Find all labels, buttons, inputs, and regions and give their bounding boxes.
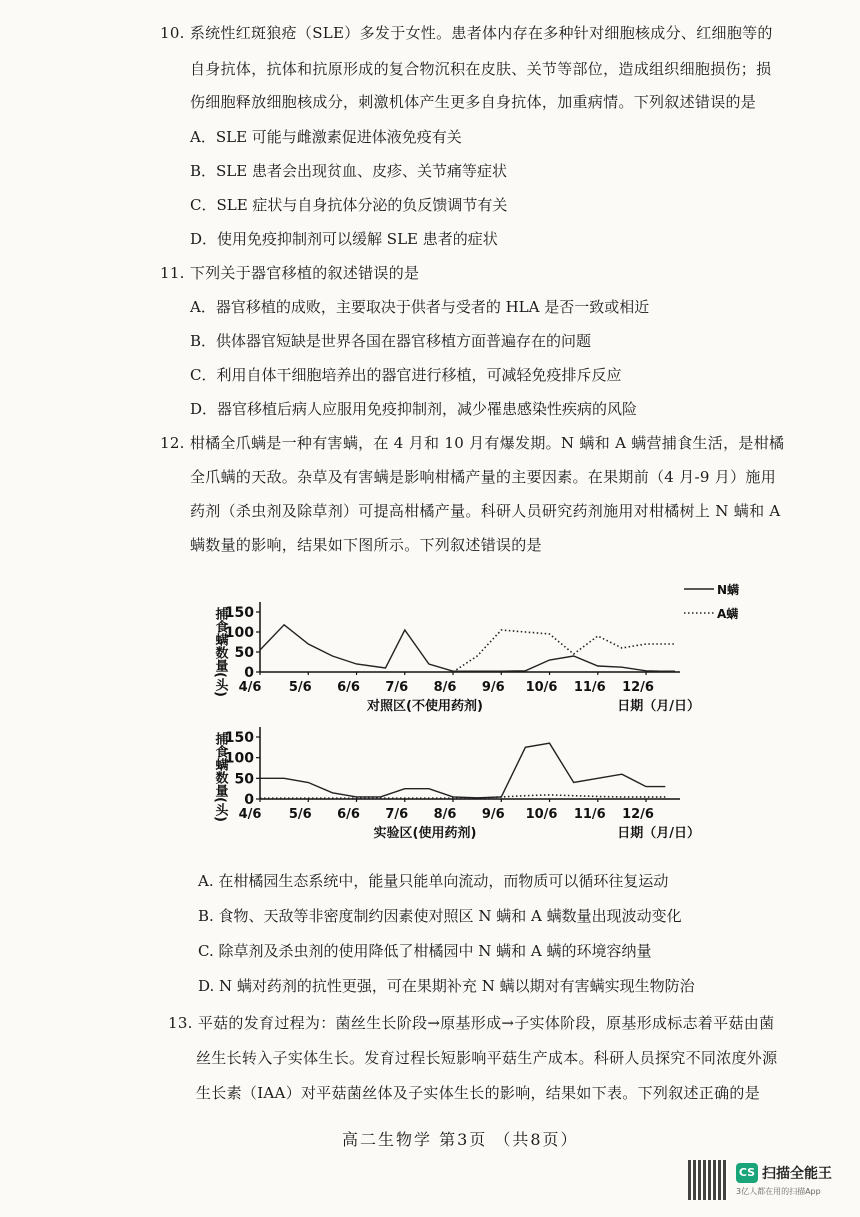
q11-option-c: C．利用自体干细胞培养出的器官进行移植，可减轻免疫排斥反应 (190, 366, 622, 384)
x-tick-label: 7/6 (385, 680, 409, 695)
chart-subtitle: 对照区(不使用药剂) (367, 699, 483, 714)
x-tick-label: 11/6 (573, 680, 606, 695)
x-axis-label: 日期（月/日） (617, 826, 700, 841)
y-tick-label: 50 (234, 771, 254, 788)
x-tick-label: 10/6 (525, 807, 558, 822)
legend-label: N螨 (717, 583, 740, 597)
x-tick-label: 9/6 (481, 807, 505, 822)
q11-option-b: B．供体器官短缺是世界各国在器官移植方面普遍存在的问题 (190, 332, 592, 350)
y-tick-label: 100 (224, 750, 254, 767)
y-tick-label: 100 (224, 625, 254, 641)
scanner-watermark (688, 1160, 838, 1200)
y-axis-label: 捕食螨数量(头) (212, 607, 228, 697)
series-line-a-mite (453, 630, 675, 672)
q11-stem: 11. 下列关于器官移植的叙述错误的是 (160, 264, 420, 282)
q12-line-4: 螨数量的影响，结果如下图所示。下列叙述错误的是 (190, 536, 542, 554)
q12-line-2: 全爪螨的天敌。杂草及有害螨是影响柑橘产量的主要因素。在果期前（4 月-9 月）施用 (190, 468, 776, 486)
y-axis-label: 捕食螨数量(头) (212, 732, 228, 822)
x-tick-label: 6/6 (337, 680, 360, 695)
q11-option-a: A．器官移植的成败，主要取决于供者与受者的 HLA 是否一致或相近 (190, 298, 650, 316)
y-tick-label: 0 (244, 792, 254, 808)
watermark-app-name: 扫描全能王 (762, 1166, 832, 1182)
q10-line-1: 10. 系统性红斑狼疮（SLE）多发于女性。患者体内存在多种针对细胞核成分、红细胞等的 (160, 24, 773, 42)
x-tick-label: 4/6 (238, 807, 262, 822)
y-tick-label: 50 (234, 645, 254, 661)
q12-line-1: 12. 柑橘全爪螨是一种有害螨，在 4 月和 10 月有爆发期。N 螨和 A 螨营捕食生活，是柑橘 (160, 434, 785, 452)
q10-line-2: 自身抗体，抗体和抗原形成的复合物沉积在皮肤、关节等部位，造成组织细胞损伤；损 (190, 60, 772, 78)
x-tick-label: 7/6 (385, 807, 409, 822)
y-tick-label: 150 (224, 605, 254, 621)
x-axis-label: 日期（月/日） (617, 699, 700, 714)
q10-option-c: C．SLE 症状与自身抗体分泌的负反馈调节有关 (190, 196, 508, 214)
x-tick-label: 11/6 (573, 807, 606, 822)
x-tick-label: 5/6 (288, 807, 312, 822)
chart-subtitle: 实验区(使用药剂) (373, 826, 477, 841)
series-line-n-mite (260, 743, 665, 798)
q12-option-a: A. 在柑橘园生态系统中，能量只能单向流动，而物质可以循环往复运动 (198, 872, 669, 890)
watermark-tagline: 3亿人都在用的扫描App (736, 1187, 821, 1196)
x-tick-label: 9/6 (481, 680, 505, 695)
y-tick-label: 150 (224, 730, 254, 746)
legend-label: A螨 (717, 607, 739, 621)
x-tick-label: 5/6 (288, 680, 312, 695)
page-footer: 高二生物学 第3页 （共8页） (342, 1130, 579, 1149)
x-tick-label: 4/6 (238, 680, 262, 695)
q11-option-d: D．器官移植后病人应服用免疫抑制剂，减少罹患感染性疾病的风险 (190, 400, 638, 418)
x-tick-label: 12/6 (622, 680, 654, 695)
y-tick-label: 0 (244, 665, 254, 681)
q10-line-3: 伤细胞释放细胞核成分，刺激机体产生更多自身抗体，加重病情。下列叙述错误的是 (190, 93, 757, 111)
q12-line-3: 药剂（杀虫剂及除草剂）可提高柑橘产量。科研人员研究药剂施用对柑橘树上 N 螨和 A (190, 502, 781, 520)
camscanner-logo-icon: CS (736, 1163, 758, 1183)
x-tick-label: 8/6 (433, 807, 457, 822)
x-tick-label: 8/6 (433, 680, 457, 695)
q13-line-1: 13. 平菇的发育过程为：菌丝生长阶段→原基形成→子实体阶段，原基形成标志着平菇由菌 (168, 1014, 775, 1032)
series-line-n-mite (260, 625, 675, 671)
q13-line-2: 丝生长转入子实体生长。发育过程长短影响平菇生产成本。科研人员探究不同浓度外源 (196, 1049, 778, 1067)
q12-option-b: B. 食物、天敌等非密度制约因素使对照区 N 螨和 A 螨数量出现波动变化 (198, 907, 682, 925)
q10-option-a: A．SLE 可能与雌激素促进体液免疫有关 (190, 128, 462, 146)
experiment-chart (200, 712, 780, 847)
q12-option-d: D. N 螨对药剂的抗性更强，可在果期补充 N 螨以期对有害螨实现生物防治 (198, 977, 695, 995)
qr-code-icon (688, 1160, 728, 1200)
x-tick-label: 12/6 (622, 807, 654, 822)
q10-option-d: D．使用免疫抑制剂可以缓解 SLE 患者的症状 (190, 230, 498, 248)
q12-option-c: C. 除草剂及杀虫剂的使用降低了柑橘园中 N 螨和 A 螨的环境容纳量 (198, 942, 652, 960)
control-chart (200, 575, 780, 720)
q13-line-3: 生长素（IAA）对平菇菌丝体及子实体生长的影响，结果如下表。下列叙述正确的是 (196, 1084, 760, 1102)
x-tick-label: 6/6 (337, 807, 360, 822)
x-tick-label: 10/6 (525, 680, 558, 695)
q10-option-b: B．SLE 患者会出现贫血、皮疹、关节痛等症状 (190, 162, 507, 180)
